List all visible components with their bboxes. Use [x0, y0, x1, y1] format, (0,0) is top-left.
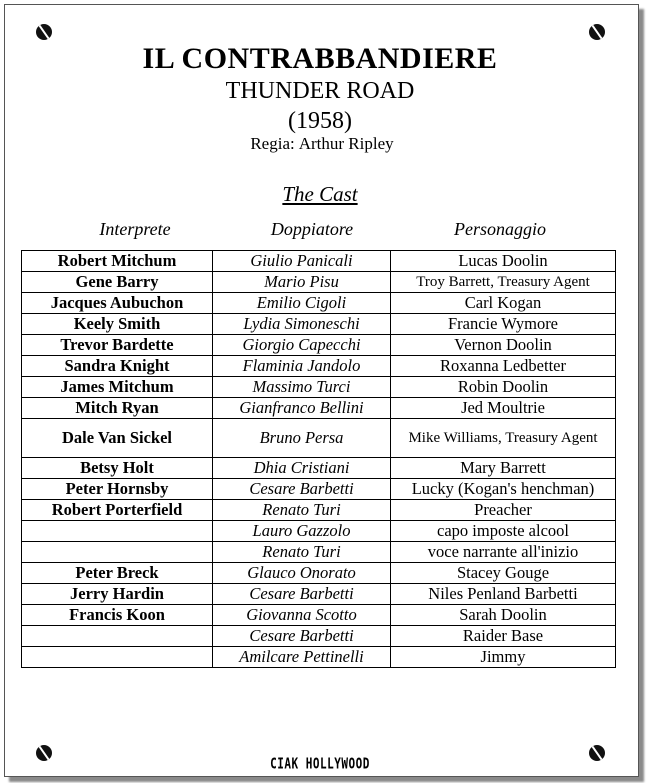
character-cell: Lucky (Kogan's henchman)	[391, 479, 616, 500]
actor-cell: Sandra Knight	[22, 356, 213, 377]
column-header-personaggio: Personaggio	[454, 219, 546, 239]
actor-cell: Peter Hornsby	[22, 479, 213, 500]
dubber-cell: Gianfranco Bellini	[213, 398, 391, 419]
dubber-cell: Giovanna Scotto	[213, 605, 391, 626]
table-row	[22, 521, 616, 542]
table-row	[22, 377, 616, 398]
character-cell: Jimmy	[391, 647, 616, 668]
actor-cell	[22, 626, 213, 647]
logo-text: CIAK HOLLYWOOD	[270, 754, 370, 773]
dubber-cell: Lauro Gazzolo	[213, 521, 391, 542]
director-label: Regia:	[250, 134, 295, 153]
table-row	[22, 605, 616, 626]
column-header-doppiatore: Doppiatore	[270, 219, 354, 239]
actor-cell	[22, 647, 213, 668]
actor-cell: Jerry Hardin	[22, 584, 213, 605]
character-cell: Stacey Gouge	[391, 563, 616, 584]
table-row	[22, 293, 616, 314]
character-cell: Mike Williams, Treasury Agent	[391, 419, 616, 458]
dubber-cell: Amilcare Pettinelli	[213, 647, 391, 668]
table-row	[22, 356, 616, 377]
character-cell: Mary Barrett	[391, 458, 616, 479]
cast-table	[21, 250, 616, 668]
actor-cell: Trevor Bardette	[22, 335, 213, 356]
character-cell: Raider Base	[391, 626, 616, 647]
dubber-cell: Cesare Barbetti	[213, 479, 391, 500]
dubber-cell: Cesare Barbetti	[213, 584, 391, 605]
table-row	[22, 626, 616, 647]
dubber-cell: Renato Turi	[213, 500, 391, 521]
dubber-cell: Lydia Simoneschi	[213, 314, 391, 335]
dubber-cell: Flaminia Jandolo	[213, 356, 391, 377]
dubber-cell: Dhia Cristiani	[213, 458, 391, 479]
actor-cell: Gene Barry	[22, 272, 213, 293]
table-row	[22, 419, 616, 458]
table-row	[22, 458, 616, 479]
dubber-cell: Giorgio Capecchi	[213, 335, 391, 356]
character-cell: Niles Penland Barbetti	[391, 584, 616, 605]
actor-cell: Peter Breck	[22, 563, 213, 584]
table-row	[22, 314, 616, 335]
table-row	[22, 335, 616, 356]
dubber-cell: Cesare Barbetti	[213, 626, 391, 647]
release-year: (1958)	[288, 108, 352, 134]
actor-cell: Robert Porterfield	[22, 500, 213, 521]
table-row	[22, 563, 616, 584]
dubber-cell: Glauco Onorato	[213, 563, 391, 584]
character-cell: voce narrante all'inizio	[391, 542, 616, 563]
page-title: IL CONTRABBANDIERE	[142, 42, 498, 75]
dubber-cell: Bruno Persa	[213, 419, 391, 458]
actor-cell: Betsy Holt	[22, 458, 213, 479]
table-row	[22, 398, 616, 419]
dubber-cell: Emilio Cigoli	[213, 293, 391, 314]
table-row	[22, 479, 616, 500]
character-cell: Francie Wymore	[391, 314, 616, 335]
table-row	[22, 251, 616, 272]
character-cell: capo imposte alcool	[391, 521, 616, 542]
actor-cell: James Mitchum	[22, 377, 213, 398]
cast-heading: The Cast	[282, 182, 358, 206]
director-name: Arthur Ripley	[298, 134, 394, 153]
screw-top-left-icon	[36, 24, 52, 40]
actor-cell: Keely Smith	[22, 314, 213, 335]
table-row	[22, 272, 616, 293]
character-cell: Preacher	[391, 500, 616, 521]
dubber-cell: Mario Pisu	[213, 272, 391, 293]
character-cell: Lucas Doolin	[391, 251, 616, 272]
column-header-interprete: Interprete	[99, 219, 171, 239]
dubber-cell: Giulio Panicali	[213, 251, 391, 272]
table-row	[22, 542, 616, 563]
character-cell: Troy Barrett, Treasury Agent	[391, 272, 616, 293]
character-cell: Roxanna Ledbetter	[391, 356, 616, 377]
actor-cell: Francis Koon	[22, 605, 213, 626]
table-row	[22, 584, 616, 605]
actor-cell: Dale Van Sickel	[22, 419, 213, 458]
dubber-cell: Massimo Turci	[213, 377, 391, 398]
table-row	[22, 647, 616, 668]
actor-cell: Robert Mitchum	[22, 251, 213, 272]
character-cell: Carl Kogan	[391, 293, 616, 314]
screw-top-right-icon	[589, 24, 605, 40]
dubber-cell: Renato Turi	[213, 542, 391, 563]
actor-cell	[22, 521, 213, 542]
actor-cell: Jacques Aubuchon	[22, 293, 213, 314]
character-cell: Sarah Doolin	[391, 605, 616, 626]
actor-cell	[22, 542, 213, 563]
character-cell: Vernon Doolin	[391, 335, 616, 356]
actor-cell: Mitch Ryan	[22, 398, 213, 419]
character-cell: Robin Doolin	[391, 377, 616, 398]
original-title: THUNDER ROAD	[225, 78, 415, 104]
ciak-hollywood-logo	[0, 754, 640, 773]
director-line	[0, 134, 640, 154]
character-cell: Jed Moultrie	[391, 398, 616, 419]
table-row	[22, 500, 616, 521]
